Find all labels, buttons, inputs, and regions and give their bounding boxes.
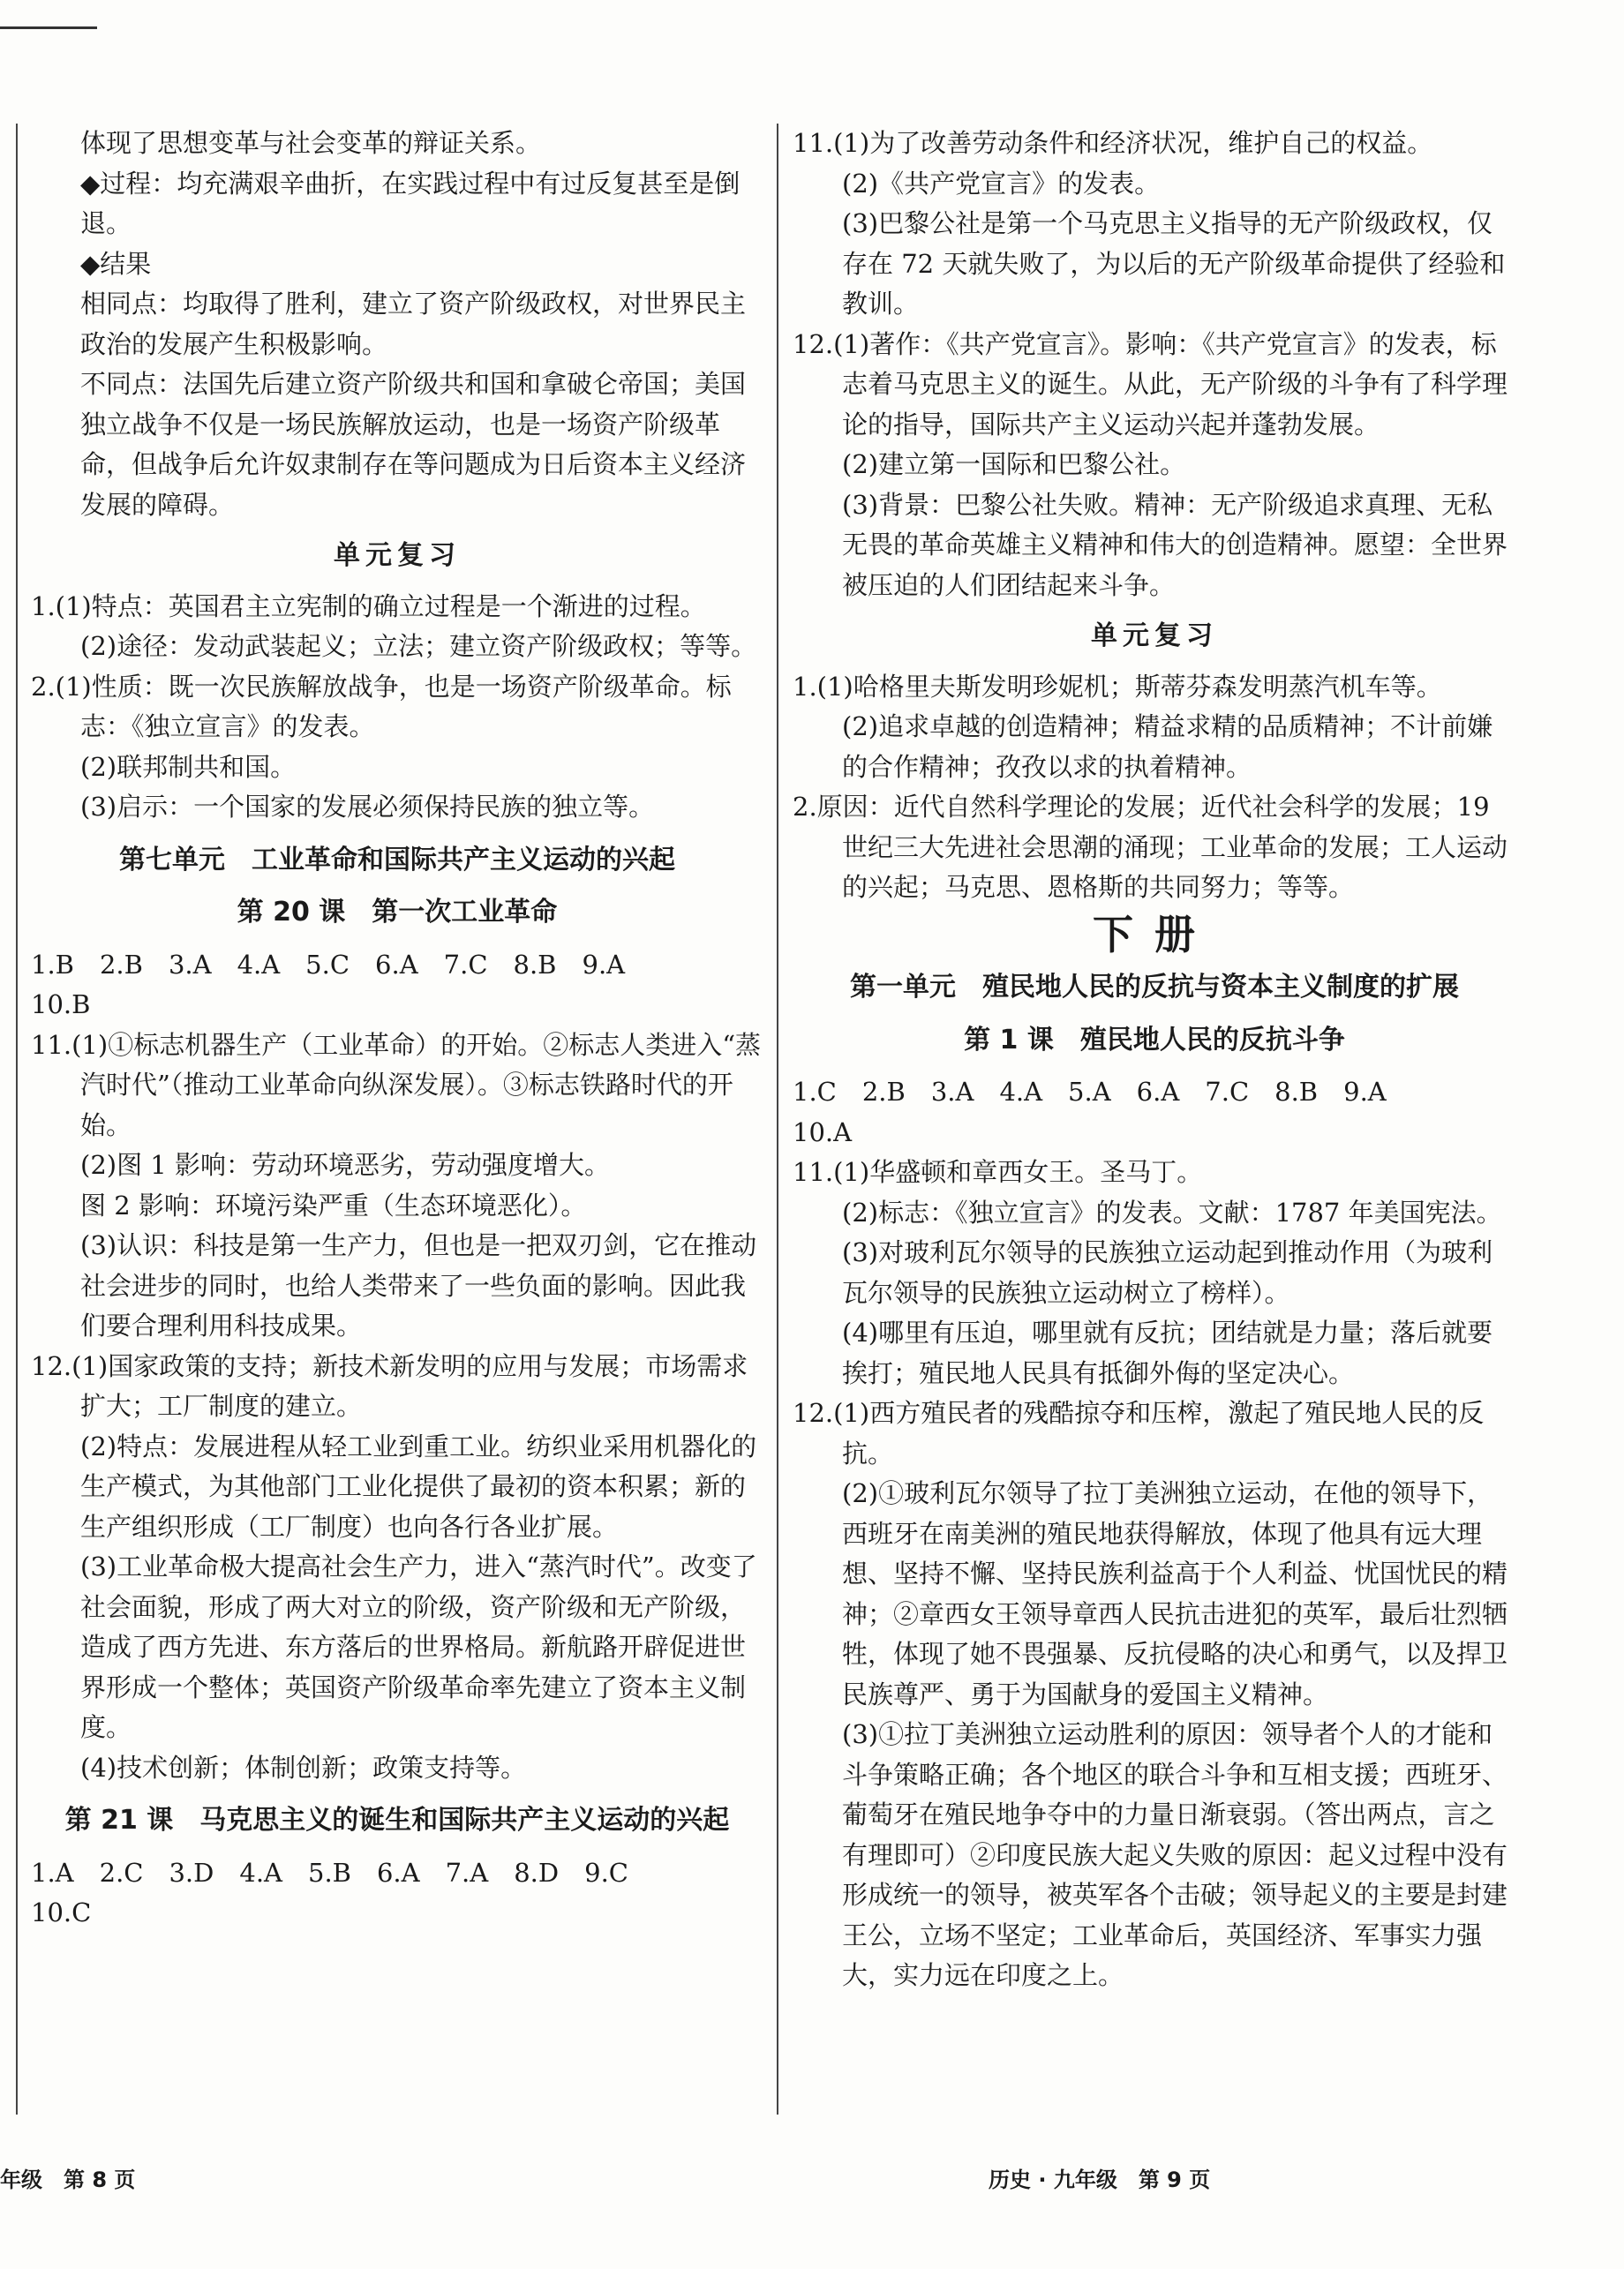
answer-item: (4)技术创新；体制创新；政策支持等。 [80, 1752, 527, 1783]
answer-item: 12.(1)著作：《共产党宣言》。影响：《共产党宣言》的发表，标志着马克思主义的诞生。从此，无产阶级的斗争有了科学理论的指导，国际共产主义运动兴起并蓬勃发展。 [793, 328, 1508, 440]
answer-item: (4)哪里有压迫，哪里就有反抗；团结就是力量；落后就要挨打；殖民地人民具有抵御外侮的坚定决心。 [842, 1318, 1493, 1388]
answer-item: (3)启示：一个国家的发展必须保持民族的独立等。 [80, 792, 655, 822]
answer-item: (2)特点：发展进程从轻工业到重工业。纺织业采用机器化的生产模式，为其他部门工业化提供了最初的资本积累；新的生产组织形成（工厂制度）也向各行各业扩展。 [80, 1431, 757, 1542]
paragraph: 体现了思想变革与社会变革的辩证关系。 [80, 128, 542, 158]
answer-item: 11.(1)华盛顿和章西女王。圣马丁。 [793, 1157, 1203, 1187]
mc-answers: 10.C [31, 1897, 92, 1927]
answer-item: (3)认识：科技是第一生产力，但也是一把双刃剑，它在推动社会进步的同时，也给人类带来了一些负面的影响。因此我们要合理利用科技成果。 [80, 1230, 757, 1341]
answer-item: 12.(1)国家政策的支持；新技术新发明的应用与发展；市场需求扩大；工厂制度的建立。 [31, 1350, 748, 1421]
right-column [793, 124, 1516, 1996]
answer-item: 11.(1)①标志机器生产（工业革命）的开始。②标志人类进入“蒸汽时代”（推动工业革命向纵深发展）。③标志铁路时代的开始。 [31, 1029, 762, 1140]
section-heading: 单元复习 [1091, 620, 1218, 651]
answer-item: (3)工业革命极大提高社会生产力，进入“蒸汽时代”。改变了社会面貌，形成了两大对立的阶级，资产阶级和无产阶级，造成了西方先进、东方落后的世界格局。新航路开辟促进世界形成一个整体；英国资产阶级革命率先建立了资本主义制度。 [80, 1551, 757, 1742]
answer-item: 2.(1)性质：既一次民族解放战争，也是一场资产阶级革命。标志：《独立宣言》的发表。 [31, 671, 732, 741]
unit-heading: 第一单元 殖民地人民的反抗与资本主义制度的扩展 [850, 972, 1459, 1003]
unit-heading: 第七单元 工业革命和国际共产主义运动的兴起 [119, 844, 675, 875]
mc-answers: 1.C 2.B 3.A 4.A 5.A 6.A 7.C 8.B 9.A [793, 1077, 1387, 1107]
mc-answers: 10.B [31, 989, 91, 1019]
volume-title: 下册 [1093, 910, 1216, 958]
answer-item: (2)图 1 影响：劳动环境恶劣，劳动强度增大。 [80, 1150, 610, 1180]
answer-item: 1.(1)哈格里夫斯发明珍妮机；斯蒂芬森发明蒸汽机车等。 [793, 671, 1442, 702]
answer-item: (2)追求卓越的创造精神；精益求精的品质精神；不计前嫌的合作精神；孜孜以求的执着精神。 [842, 711, 1493, 782]
answer-item: (2)①玻利瓦尔领导了拉丁美洲独立运动，在他的领导下，西班牙在南美洲的殖民地获得解放，体现了他具有远大理想、坚持不懈、坚持民族利益高于个人利益、忧国忧民的精神；②章西女王领导章西人民抗击进犯的英军，最后壮烈牺牲，体现了她不畏强暴、反抗侵略的决心和勇气，以及捍卫民族尊严、勇于为国献身的爱国主义精神。 [842, 1478, 1508, 1709]
section-heading: 单元复习 [334, 540, 461, 571]
lesson-heading: 第 20 课 第一次工业革命 [237, 897, 558, 928]
left-column [31, 124, 763, 1934]
answer-item: 12.(1)西方殖民者的残酷掠夺和压榨，激起了殖民地人民的反抗。 [793, 1398, 1485, 1469]
answer-item: (3)巴黎公社是第一个马克思主义指导的无产阶级政权，仅存在 72 天就失败了，为以后的无产阶级革命提供了经验和教训。 [842, 208, 1506, 319]
answer-item: (3)①拉丁美洲独立运动胜利的原因：领导者个人的才能和斗争策略正确；各个地区的联合斗争和互相支援；西班牙、葡萄牙在殖民地争夺中的力量日渐衰弱。（答出两点，言之有理即可）②印度民族大起义失败的原因：起义过程中没有形成统一的领导，被英军各个击破；领导起义的主要是封建王公，立场不坚定；工业革命后，英国经济、军事实力强大，实力远在印度之上。 [842, 1719, 1508, 1990]
paragraph: ◆结果 [80, 248, 152, 279]
answer-item: (2)《共产党宣言》的发表。 [842, 168, 1161, 199]
left-margin-rule [16, 124, 18, 2115]
answer-item: 1.(1)特点：英国君主立宪制的确立过程是一个渐进的过程。 [31, 590, 706, 621]
lesson-heading: 第 21 课 马克思主义的诞生和国际共产主义运动的兴起 [64, 1805, 730, 1836]
column-divider [777, 124, 778, 2115]
page-footer-left: 年级 第 8 页 [0, 2168, 136, 2192]
answer-item: 11.(1)为了改善劳动条件和经济状况，维护自己的权益。 [793, 128, 1433, 158]
mc-answers: 1.B 2.B 3.A 4.A 5.C 6.A 7.C 8.B 9.A [31, 949, 626, 980]
paragraph: 不同点：法国先后建立资产阶级共和国和拿破仑帝国；美国独立战争不仅是一场民族解放运动，也是一场资产阶级革命，但战争后允许奴隶制存在等问题成为日后资本主义经济发展的障碍。 [80, 369, 747, 520]
answer-item: (2)联邦制共和国。 [80, 751, 297, 782]
mc-answers: 10.A [793, 1116, 853, 1147]
answer-item: (3)对玻利瓦尔领导的民族独立运动起到推动作用（为玻利瓦尔领导的民族独立运动树立了榜样）。 [842, 1237, 1493, 1308]
top-rule [0, 26, 97, 29]
mc-answers: 1.A 2.C 3.D 4.A 5.B 6.A 7.A 8.D 9.C [31, 1857, 628, 1888]
paragraph: ◆过程：均充满艰辛曲折，在实践过程中有过反复甚至是倒退。 [80, 168, 741, 238]
page-footer-right: 历史 · 九年级 第 9 页 [989, 2168, 1211, 2192]
paragraph: 相同点：均取得了胜利，建立了资产阶级政权，对世界民主政治的发展产生积极影响。 [80, 289, 747, 359]
answer-item: (2)标志：《独立宣言》的发表。文献：1787 年美国宪法。 [842, 1197, 1502, 1228]
lesson-heading: 第 1 课 殖民地人民的反抗斗争 [964, 1024, 1345, 1056]
answer-item: (3)背景：巴黎公社失败。精神：无产阶级追求真理、无私无畏的革命英雄主义精神和伟大的创造精神。愿望：全世界被压迫的人们团结起来斗争。 [842, 489, 1508, 600]
answer-item: (2)建立第一国际和巴黎公社。 [842, 449, 1186, 479]
answer-item: (2)途径：发动武装起义；立法；建立资产阶级政权；等等。 [80, 631, 757, 661]
answer-item: 2.原因：近代自然科学理论的发展；近代社会科学的发展；19 世纪三大先进社会思潮的涌现；工业革命的发展；工人运动的兴起；马克思、恩格斯的共同努力；等等。 [793, 792, 1508, 902]
answer-item: 图 2 影响：环境污染严重（生态环境恶化）。 [80, 1190, 587, 1221]
